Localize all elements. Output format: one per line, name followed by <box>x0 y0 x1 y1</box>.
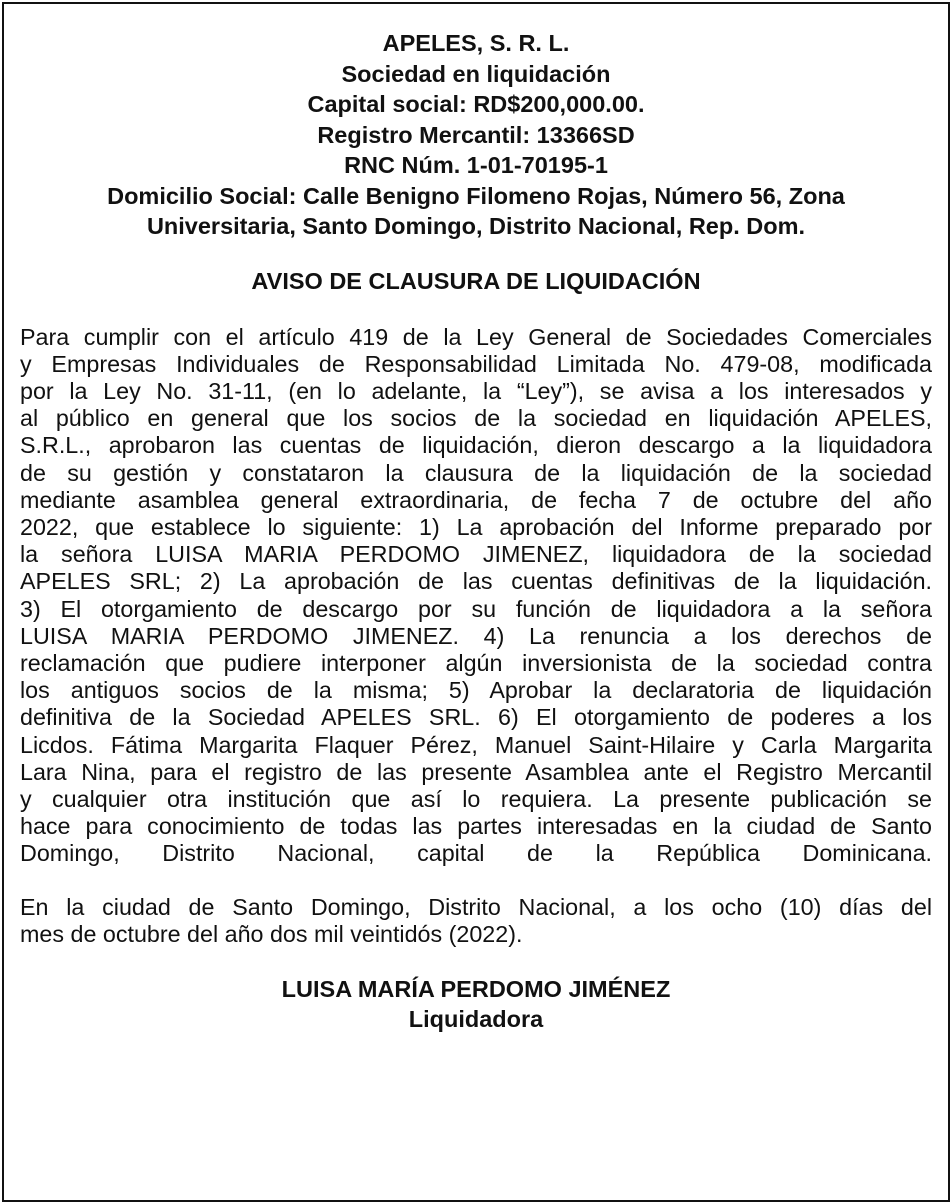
company-capital: Capital social: RD$200,000.00. <box>307 91 645 117</box>
body-line: de su gestión y constataron la clausura de la liquidación de la sociedad <box>20 459 932 486</box>
body-line: hace para conocimiento de todas las partes interesadas en la ciudad de Santo <box>20 813 932 840</box>
body-line: Domingo, Distrito Nacional, capital de la República Dominicana. <box>20 840 932 867</box>
closing-line: mes de octubre del año dos mil veintidós (2022). <box>20 920 523 947</box>
signature-block <box>20 974 932 1034</box>
body-line: y cualquier otra institución que así lo requiera. La presente publicación se <box>20 785 932 812</box>
body-line: APELES SRL; 2) La aprobación de las cuentas definitivas de la liquidación. <box>20 568 932 595</box>
body-line: reclamación que pudiere interponer algún inversionista de la sociedad contra <box>20 649 932 676</box>
signatory-name: LUISA MARÍA PERDOMO JIMÉNEZ <box>281 975 671 1002</box>
body-line: 2022, que establece lo siguiente: 1) La aprobación del Informe preparado por <box>20 513 932 540</box>
body-line: Licdos. Fátima Margarita Flaquer Pérez, Manuel Saint-Hilaire y Carla Margarita <box>20 731 932 758</box>
body-line: la señora LUISA MARIA PERDOMO JIMENEZ, liquidadora de la sociedad <box>20 541 932 568</box>
body-line: mediante asamblea general extraordinaria, de fecha 7 de octubre del año <box>20 486 932 513</box>
body-line: definitiva de la Sociedad APELES SRL. 6) El otorgamiento de poderes a los <box>20 704 932 731</box>
body-line: al público en general que los socios de la sociedad en liquidación APELES, <box>20 405 932 432</box>
company-status: Sociedad en liquidación <box>341 60 611 87</box>
body-line: Para cumplir con el artículo 419 de la Ley General de Sociedades Comerciales <box>20 323 932 350</box>
body-line: Lara Nina, para el registro de las presente Asamblea ante el Registro Mercantil <box>20 758 932 785</box>
body-line: LUISA MARIA PERDOMO JIMENEZ. 4) La renuncia a los derechos de <box>20 622 932 649</box>
notice-body <box>20 324 932 868</box>
company-rnc: RNC Núm. 1-01-70195-1 <box>344 152 608 178</box>
signatory-role: Liquidadora <box>408 1005 544 1032</box>
closing-line: En la ciudad de Santo Domingo, Distrito Nacional, a los ocho (10) días del <box>20 893 932 920</box>
body-line: por la Ley No. 31-11, (en lo adelante, la “Ley”), se avisa a los interesados y <box>20 377 932 404</box>
legal-notice <box>20 28 932 1034</box>
company-header <box>20 28 932 242</box>
body-line: los antiguos socios de la misma; 5) Aprobar la declaratoria de liquidación <box>20 677 932 704</box>
body-line: y Empresas Individuales de Responsabilidad Limitada No. 479-08, modificada <box>20 350 932 377</box>
company-address-line-1: Domicilio Social: Calle Benigno Filomeno Rojas, Número 56, Zona <box>107 182 845 209</box>
closing-paragraph <box>20 894 932 948</box>
body-line: 3) El otorgamiento de descargo por su función de liquidadora a la señora <box>20 595 932 622</box>
company-registry: Registro Mercantil: 13366SD <box>317 121 635 148</box>
body-line: S.R.L., aprobaron las cuentas de liquidación, dieron descargo a la liquidadora <box>20 432 932 459</box>
company-address-line-2: Universitaria, Santo Domingo, Distrito Nacional, Rep. Dom. <box>146 213 806 239</box>
company-name: APELES, S. R. L. <box>382 30 570 56</box>
notice-title: AVISO DE CLAUSURA DE LIQUIDACIÓN <box>251 267 701 294</box>
